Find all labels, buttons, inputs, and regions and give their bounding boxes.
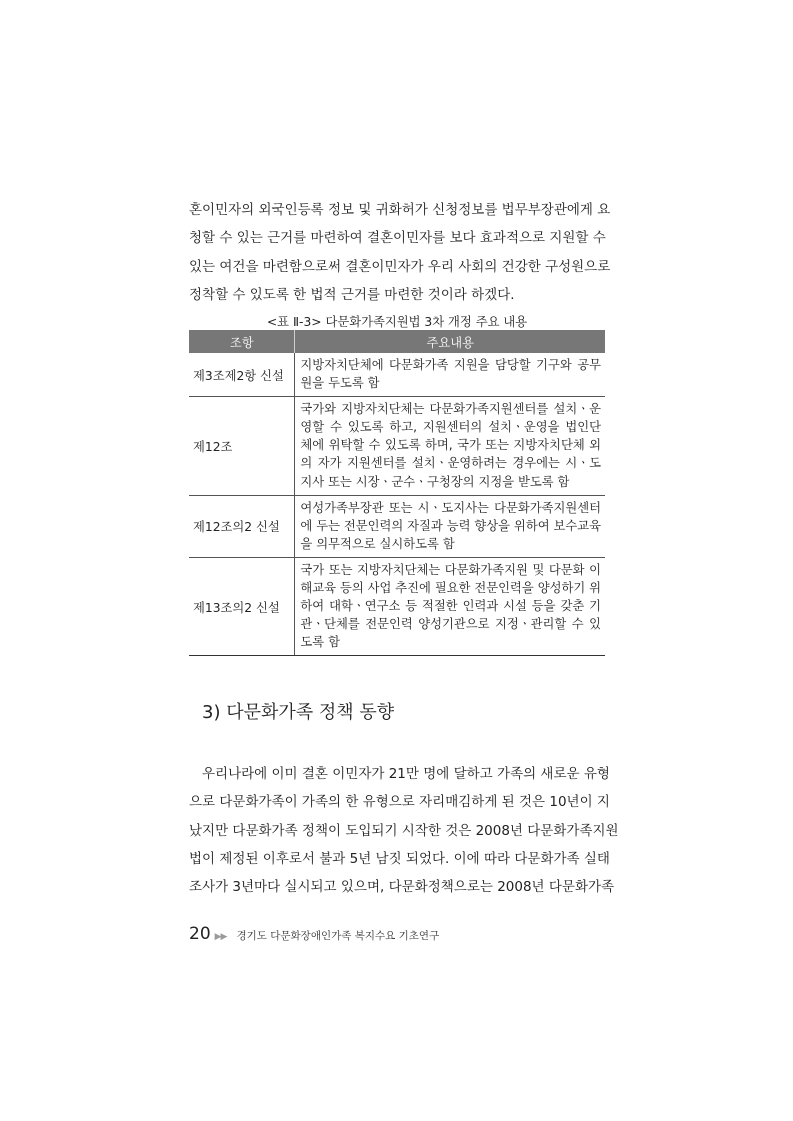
table-row [189,353,605,397]
content-line: 관ㆍ단체를 전문인력 양성기관으로 지정ㆍ관리할 수 있 [300,617,601,632]
page-number: 20 [189,924,211,944]
amendment-table [189,330,605,656]
content-line: 국가와 지방자치단체는 다문화가족지원센터를 설치ㆍ운 [300,402,601,417]
text-line: 청할 수 있는 근거를 마련하여 결혼이민자를 보다 효과적으로 지원할 수 [189,230,606,247]
content-cell [295,557,605,655]
content-line: 지방자치단체에 다문화가족 지원을 담당할 기구와 공무 [300,358,601,372]
content-line: 여성가족부장관 또는 시ㆍ도지사는 다문화가족지원센터 [300,500,601,515]
text-line: 으로 다문화가족이 가족의 한 유형으로 자리매김하게 된 것은 10년이 지 [189,794,610,811]
content-line: 원을 두도록 함 [300,376,380,391]
section-heading: 3) 다문화가족 정책 동향 [202,702,395,723]
content-line: 체에 위탁할 수 있도록 하며, 국가 또는 지방자치단체 외 [300,438,601,453]
text-line: 혼이민자의 외국인등록 정보 및 귀화허가 신청정보를 법무부장관에게 요 [189,202,611,218]
text-line: 있는 여건을 마련함으로써 결혼이민자가 우리 사회의 건강한 구성원으로 [189,258,611,275]
content-cell [295,353,605,397]
article-cell: 제12조 [189,397,295,495]
content-line: 해교육 등의 사업 추진에 필요한 전문인력을 양성하기 위 [300,581,601,596]
content-line: 하여 대학ㆍ연구소 등 적절한 인력과 시설 등을 갖춘 기 [300,599,601,614]
running-title: 경기도 다문화장애인가족 복지수요 기초연구 [236,930,440,942]
article-cell: 제12조의2 신설 [189,495,295,557]
text-line: 정착할 수 있도록 한 법적 근거를 마련한 것이라 하겠다. [189,286,515,303]
content-line: 영할 수 있도록 하고, 지원센터의 설치ㆍ운영을 법인단 [300,420,601,435]
content-line: 의 자가 지원센터를 설치ㆍ운영하려는 경우에는 시ㆍ도 [300,456,601,471]
content-line: 도록 함 [300,635,340,650]
body-paragraph-1 [189,196,611,309]
table-row [189,557,605,655]
page-footer [189,924,439,944]
content-cell [295,397,605,495]
content-line: 을 의무적으로 실시하도록 함 [300,536,455,551]
double-arrow-icon: ▶▶ [214,932,227,942]
body-paragraph-2 [189,760,619,901]
article-cell: 제13조의2 신설 [189,557,295,655]
text-line: 조사가 3년마다 실시되고 있으며, 다문화정책으로는 2008년 다문화가족 [189,879,615,896]
text-line: 났지만 다문화가족 정책이 도입되기 시작한 것은 2008년 다문화가족지원 [189,822,619,839]
text-line: 법이 제정된 이후로서 불과 5년 남짓 되었다. 이에 따라 다문화가족 실태 [189,850,610,867]
content-cell [295,495,605,557]
content-line: 에 두는 전문인력의 자질과 능력 향상을 위하여 보수교육 [300,518,601,533]
text-line: 우리나라에 이미 결혼 이민자가 21만 명에 달하고 가족의 새로운 유형 [202,766,610,782]
table-row [189,397,605,495]
table-header-row [189,330,605,353]
table-caption: <표 Ⅱ-3> 다문화가족지원법 3차 개정 주요 내용 [266,315,528,329]
table-row [189,495,605,557]
content-line: 지사 또는 시장ㆍ군수ㆍ구청장의 지정을 받도록 함 [300,474,570,489]
content-line: 국가 또는 지방자치단체는 다문화가족지원 및 다문화 이 [300,562,601,577]
column-header-content: 주요내용 [295,330,605,353]
article-cell: 제3조제2항 신설 [189,353,295,397]
column-header-article: 조항 [189,330,295,353]
